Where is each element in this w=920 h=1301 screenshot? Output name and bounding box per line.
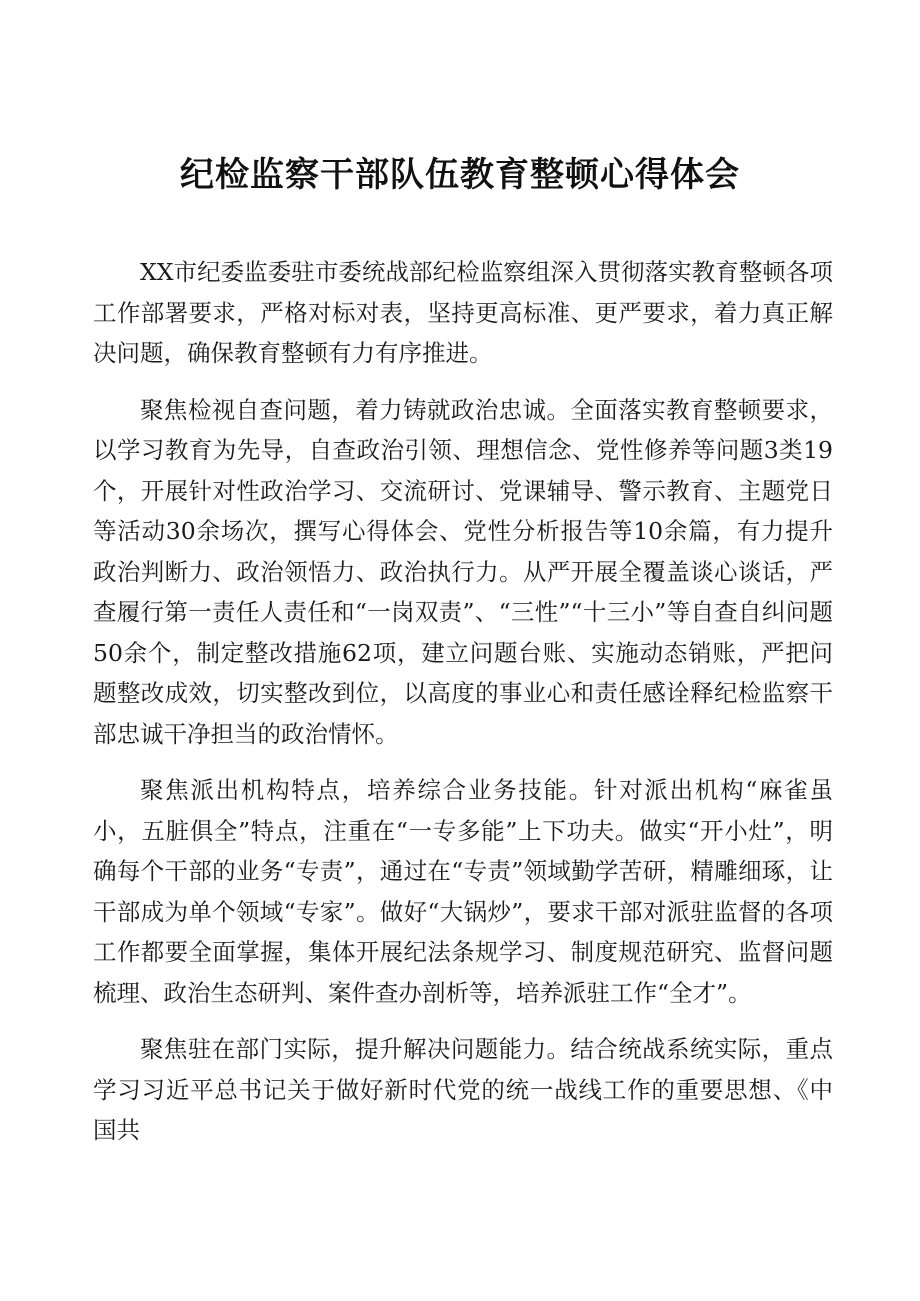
- paragraph-political-loyalty: 聚焦检视自查问题，着力铸就政治忠诚。全面落实教育整顿要求，以学习教育为先导，自查政治引领、理想信念、党性修养等问题3类19个，开展针对性政治学习、交流研讨、党课辅导、警示教育、主题党日等活动30余场次，撰写心得体会、党性分析报告等10余篇，有力提升政治判断力、政治领悟力、政治执行力。从严开展全覆盖谈心谈话，严查履行第一责任人责任和“一岗双责”、“三性”“十三小”等自查自纠问题50余个，制定整改措施62项，建立问题台账、实施动态销账，严把问题整改成效，切实整改到位，以高度的事业心和责任感诠释纪检监察干部忠诚干净担当的政治情怀。: [93, 395, 833, 748]
- paragraph-business-skills: 聚焦派出机构特点，培养综合业务技能。针对派出机构“麻雀虽小，五脏俱全”特点，注重在“一专多能”上下功夫。做实“开小灶”，明确每个干部的业务“专责”，通过在“专责”领域勤学苦研，精雕细琢，让干部成为单个领域“专家”。做好“大锅炒”，要求干部对派驻监督的各项工作都要全面掌握，集体开展纪法条规学习、制度规范研究、监督问题梳理、政治生态研判、案件查办剖析等，培养派驻工作“全才”。: [93, 776, 833, 1007]
- document-title: 纪检监察干部队伍教育整顿心得体会: [180, 155, 740, 195]
- document-body: [93, 252, 833, 1167]
- paragraph-intro: XX市纪委监委驻市委统战部纪检监察组深入贯彻落实教育整顿各项工作部署要求，严格对标对表，坚持更高标准、更严要求，着力真正解决问题，确保教育整顿有力有序推进。: [93, 258, 833, 367]
- paragraph-problem-solving: 聚焦驻在部门实际，提升解决问题能力。结合统战系统实际，重点学习习近平总书记关于做好新时代党的统一战线工作的重要思想、《中国共: [93, 1035, 833, 1144]
